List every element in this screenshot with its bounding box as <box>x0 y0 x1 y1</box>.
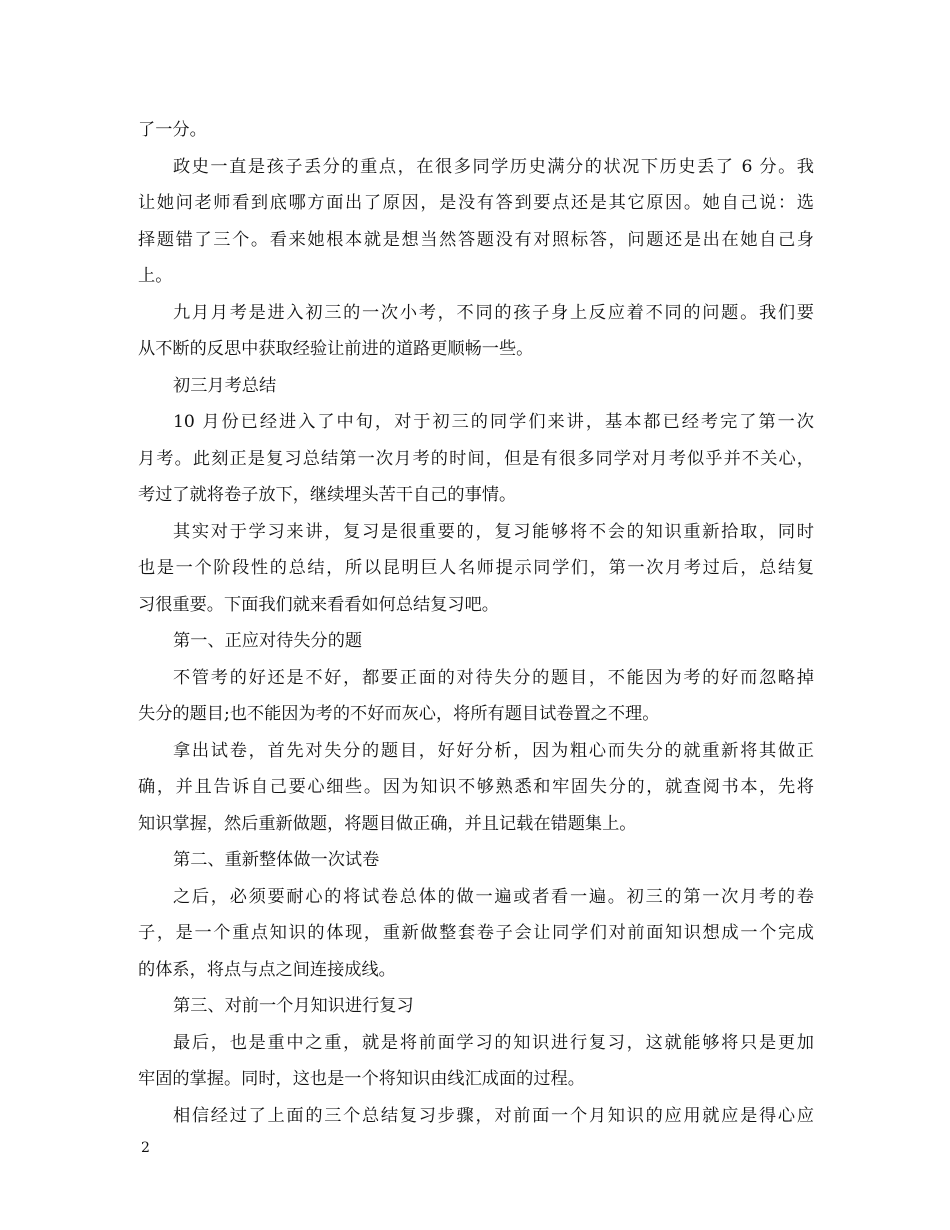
paragraph-line: 相信经过了上面的三个总结复习步骤，对前面一个月知识的应用就应是得心应 <box>173 1105 814 1126</box>
paragraph-line: 政史一直是孩子丢分的重点，在很多同学历史满分的状况下历史丢了 6 分。我 <box>173 156 814 177</box>
text-line: 考过了就将卷子放下，继续埋头苦干自己的事情。 <box>138 485 517 505</box>
paragraph-line: 其实对于学习来讲，复习是很重要的，复习能够将不会的知识重新拾取，同时 <box>173 521 814 542</box>
text-line: 习很重要。下面我们就来看看如何总结复习吧。 <box>138 594 499 615</box>
text-line: 让她问老师看到底哪方面出了原因，是没有答到要点还是其它原因。她自己说：选 <box>138 193 814 213</box>
text-line: 知识掌握，然后重新做题，将题目做正确，并且记载在错题集上。 <box>138 813 637 834</box>
document-body <box>138 112 814 1134</box>
text-line: 月考。此刻正是复习总结第一次月考的时间，但是有很多同学对月考似乎并不关心， <box>138 448 814 469</box>
section-heading: 第一、正应对待失分的题 <box>173 631 363 651</box>
paragraph-line: 最后，也是重中之重，就是将前面学习的知识进行复习，这就能够将只是更加 <box>173 1032 814 1053</box>
paragraph-line: 拿出试卷，首先对失分的题目，好好分析，因为粗心而失分的就重新将其做正 <box>173 740 814 761</box>
text-line: 子，是一个重点知识的体现，重新做整套卷子会让同学们对前面知识想成一个完成 <box>138 923 814 943</box>
section-heading: 第二、重新整体做一次试卷 <box>173 850 380 870</box>
paragraph-line: 之后，必须要耐心的将试卷总体的做一遍或者看一遍。初三的第一次月考的卷 <box>173 886 814 907</box>
text-line: 从不断的反思中获取经验让前进的道路更顺畅一些。 <box>138 339 534 359</box>
text-line: 了一分。 <box>138 120 207 140</box>
text-line: 失分的题目;也不能因为考的不好而灰心，将所有题目试卷置之不理。 <box>138 704 660 724</box>
text-line: 牢固的掌握。同时，这也是一个将知识由线汇成面的过程。 <box>138 1069 585 1089</box>
text-line: 的体系，将点与点之间连接成线。 <box>138 959 396 980</box>
section-heading: 第三、对前一个月知识进行复习 <box>173 996 414 1016</box>
paragraph-line: 九月月考是进入初三的一次小考，不同的孩子身上反应着不同的问题。我们要 <box>173 302 814 323</box>
paragraph-line: 不管考的好还是不好，都要正面的对待失分的题目，不能因为考的好而忽略掉 <box>173 667 814 688</box>
section-heading: 初三月考总结 <box>173 375 277 396</box>
text-line: 确，并且告诉自己要心细些。因为知识不够熟悉和牢固失分的，就查阅书本，先将 <box>138 777 814 797</box>
paragraph-line: 10 月份已经进入了中旬，对于初三的同学们来讲，基本都已经考完了第一次 <box>173 412 814 432</box>
text-line: 上。 <box>138 266 173 286</box>
text-line: 也是一个阶段性的总结，所以昆明巨人名师提示同学们，第一次月考过后，总结复 <box>138 558 814 578</box>
page-number: 2 <box>141 1140 150 1156</box>
text-line: 择题错了三个。看来她根本就是想当然答题没有对照标答，问题还是出在她自己身 <box>138 229 814 250</box>
